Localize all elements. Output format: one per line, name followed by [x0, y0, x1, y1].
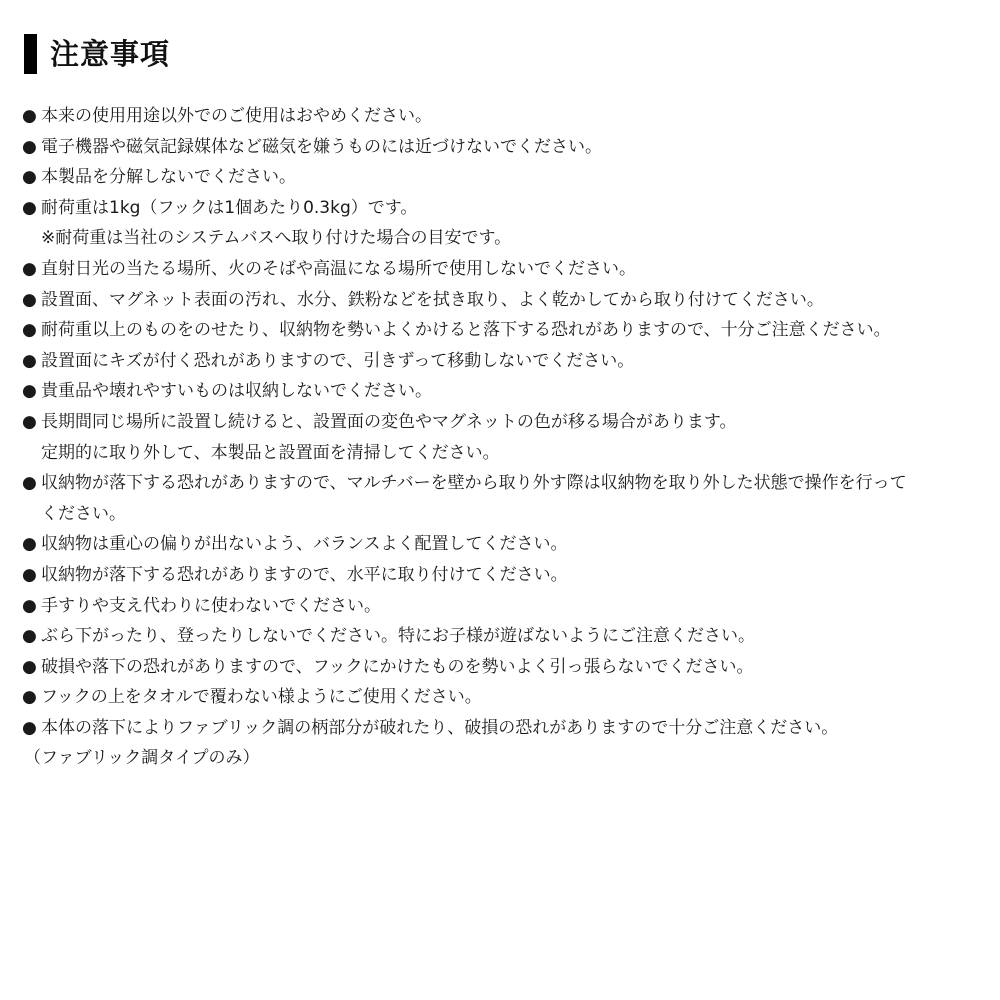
caution-text: 収納物は重心の偏りが出ないよう、バランスよく配置してください。 — [41, 534, 568, 555]
bullet-icon: ● — [22, 687, 37, 708]
section-heading — [24, 34, 170, 74]
heading-accent-bar — [24, 34, 37, 74]
bullet-icon: ● — [22, 320, 37, 341]
bullet-icon: ● — [22, 381, 37, 402]
caution-item — [22, 315, 982, 346]
caution-text: 収納物が落下する恐れがありますので、マルチバーを壁から取り外す際は収納物を取り外した状態で操作を行って — [41, 473, 907, 494]
caution-text: 貴重品や壊れやすいものは収納しないでください。 — [41, 381, 432, 402]
caution-item — [22, 346, 982, 377]
caution-continuation — [22, 499, 982, 530]
caution-text: 本製品を分解しないでください。 — [41, 167, 296, 188]
caution-text: 破損や落下の恐れがありますので、フックにかけたものを勢いよく引っ張らないでください。 — [41, 656, 754, 677]
caution-item — [22, 621, 982, 652]
caution-item — [22, 254, 982, 285]
bullet-icon: ● — [22, 197, 37, 218]
page-title: 注意事項 — [50, 37, 171, 71]
caution-text: 耐荷重は1kg（フックは1個あたり0.3kg）です。 — [41, 197, 418, 218]
caution-item — [22, 407, 982, 438]
caution-item — [22, 132, 982, 163]
caution-text: （ファブリック調タイプのみ） — [24, 748, 260, 769]
bullet-icon: ● — [22, 595, 37, 616]
caution-text: フックの上をタオルで覆わない様ようにご使用ください。 — [41, 687, 482, 708]
bullet-icon: ● — [22, 106, 37, 126]
caution-item — [22, 376, 982, 407]
bullet-icon: ● — [22, 656, 37, 677]
bullet-icon: ● — [22, 534, 37, 555]
caution-text: ※耐荷重は当社のシステムバスへ取り付けた場合の目安です。 — [41, 228, 512, 249]
cautions-list — [22, 101, 982, 774]
caution-text: 定期的に取り外して、本製品と設置面を清掃してください。 — [41, 442, 500, 463]
caution-text: 本体の落下によりファブリック調の柄部分が破れたり、破損の恐れがありますので十分ご注意ください。 — [41, 717, 839, 738]
caution-text: 設置面、マグネット表面の汚れ、水分、鉄粉などを拭き取り、よく乾かしてから取り付けてください。 — [41, 289, 824, 310]
caution-text: ぶら下がったり、登ったりしないでください。特にお子様が遊ばないようにご注意ください。 — [41, 626, 755, 647]
caution-continuation — [22, 743, 982, 774]
caution-item — [22, 560, 982, 591]
caution-text: 設置面にキズが付く恐れがありますので、引きずって移動しないでください。 — [41, 350, 635, 371]
bullet-icon: ● — [22, 136, 37, 157]
bullet-icon: ● — [22, 626, 37, 647]
caution-text: 直射日光の当たる場所、火のそばや高温になる場所で使用しないでください。 — [41, 258, 636, 279]
bullet-icon: ● — [22, 564, 37, 585]
caution-text: 本来の使用用途以外でのご使用はおやめください。 — [41, 106, 432, 126]
caution-item — [22, 468, 982, 499]
bullet-icon: ● — [22, 350, 37, 371]
caution-item — [22, 529, 982, 560]
caution-text: 耐荷重以上のものをのせたり、収納物を勢いよくかけると落下する恐れがありますので、十分ご注意ください。 — [41, 320, 891, 341]
bullet-icon: ● — [22, 258, 37, 279]
caution-text: ください。 — [41, 503, 126, 524]
caution-item — [22, 101, 982, 132]
caution-item — [22, 652, 982, 683]
caution-continuation — [22, 438, 982, 469]
bullet-icon: ● — [22, 289, 37, 310]
caution-text: 長期間同じ場所に設置し続けると、設置面の変色やマグネットの色が移る場合があります。 — [41, 411, 737, 432]
bullet-icon: ● — [22, 411, 37, 432]
caution-item — [22, 285, 982, 316]
caution-text: 電子機器や磁気記録媒体など磁気を嫌うものには近づけないでください。 — [41, 136, 602, 157]
bullet-icon: ● — [22, 717, 37, 738]
caution-text: 手すりや支え代わりに使わないでください。 — [41, 595, 381, 616]
caution-text: 収納物が落下する恐れがありますので、水平に取り付けてください。 — [41, 564, 568, 585]
caution-item — [22, 713, 982, 744]
bullet-icon: ● — [22, 473, 37, 494]
bullet-icon: ● — [22, 167, 37, 188]
caution-item — [22, 682, 982, 713]
caution-item — [22, 193, 982, 224]
caution-continuation — [22, 223, 982, 254]
caution-item — [22, 591, 982, 622]
caution-item — [22, 162, 982, 193]
